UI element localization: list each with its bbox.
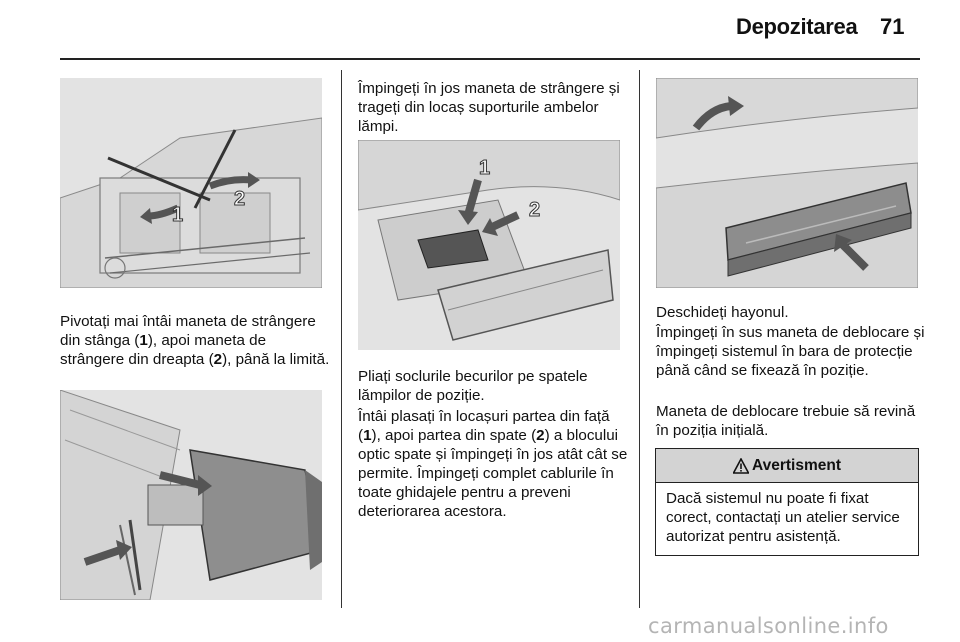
warning-box xyxy=(655,448,919,556)
middle-paragraph-1: Împingeți în jos maneta de strângere și trageți din locaș suporturile ambelor lămpi. xyxy=(358,80,620,135)
page-number: 71 xyxy=(880,14,905,39)
figure-lamp-removal xyxy=(358,140,620,350)
illustration-tailgate-system xyxy=(656,78,918,288)
figure-label-2: 2 xyxy=(234,188,246,210)
figure-label-1: 1 xyxy=(479,157,491,179)
column-divider-right xyxy=(639,70,640,608)
warning-triangle-icon xyxy=(733,458,749,474)
header-rule xyxy=(60,58,920,60)
illustration-clamping-levers xyxy=(60,78,322,288)
warning-text: Dacă sistemul nu poate fi fixat corect, contactați un atelier service autorizat pentru asistență. xyxy=(666,490,900,545)
warning-title: Avertisment xyxy=(751,456,841,474)
right-paragraph-1: Deschideți hayonul. xyxy=(656,304,789,321)
figure-lamp-assembly xyxy=(60,390,322,600)
warning-header xyxy=(656,449,918,483)
section-title: Depozitarea xyxy=(736,14,858,39)
watermark: carmanualsonline.info xyxy=(648,614,889,638)
column-divider-left xyxy=(341,70,342,608)
figure-tailgate-system xyxy=(656,78,918,288)
illustration-lamp-assembly xyxy=(60,390,322,600)
figure-clamping-levers xyxy=(60,78,322,288)
middle-paragraph-2: Pliați soclurile becurilor pe spatele lămpilor de poziție. xyxy=(358,368,588,404)
middle-paragraph-3: Întâi plasați în locașuri partea din față (1), apoi partea din spate (2) a blocului optic spate și împingeți în jos atât cât se permite. Împingeți complet cablurile în toate ghidajele pentru a preveni deteriorarea acestora. xyxy=(358,408,628,520)
right-paragraph-2: Împingeți în sus maneta de deblocare și împingeți sistemul în bara de protecție până când se fixează în poziție. xyxy=(656,324,925,379)
right-paragraph-3: Maneta de deblocare trebuie să revină în poziția inițială. xyxy=(656,403,916,439)
figure-label-1: 1 xyxy=(172,204,184,226)
figure-label-2: 2 xyxy=(529,199,541,221)
left-paragraph-1: Pivotați mai întâi maneta de strângere din stânga (1), apoi maneta de strângere din dreapta (2), până la limită. xyxy=(60,313,330,368)
